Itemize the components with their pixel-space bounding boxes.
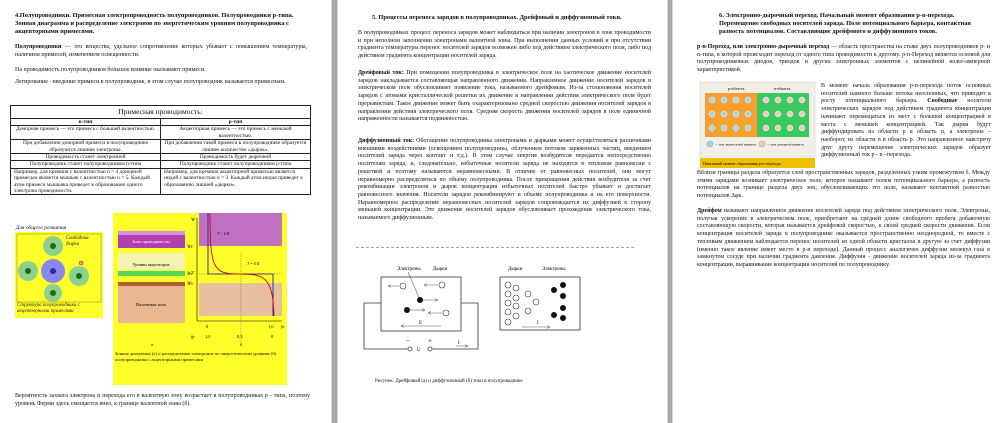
table-row bbox=[11, 168, 311, 195]
paragraph-pn-formation bbox=[821, 83, 991, 160]
paragraph-impurities: На проводимость полупроводников большое влияние оказывают примеси. bbox=[15, 67, 206, 73]
text: — это вещества, удельное сопротивление которых убывает с повышением температуры, наличием примесей, изменением освещенности. bbox=[15, 44, 307, 58]
cell: Полупроводник станет полупроводником n-типа bbox=[11, 161, 161, 168]
cell: Например, для кремния с валентностью n = 4 донорной примесью является мышьяк с валентностью n = 5. Каждый атом примеси мышьяка приведет к образованию одного электрона проводимости. bbox=[11, 168, 161, 195]
pn-junction-figure bbox=[700, 82, 815, 168]
current-label-a: I bbox=[458, 341, 460, 346]
page-1 bbox=[0, 0, 331, 423]
paragraph-diffusion bbox=[358, 138, 651, 223]
field-label: E bbox=[419, 321, 423, 326]
fig1-caption: Структура полупроводника с акцепторными примесями bbox=[17, 303, 80, 314]
divider bbox=[356, 247, 634, 248]
paragraph-fermi: Вероятность захвата электрона и перехода его в валентную зону возрастает в полупроводниках p - типа, поэтому уровень Ферми здесь смещается вниз, к границе валентной зоны (б). bbox=[15, 393, 310, 407]
tick-05: 0,5 bbox=[237, 334, 243, 339]
table-title: Примесная проводимость: bbox=[11, 106, 311, 119]
cell: При добавлении донорной примеси в полупроводнике образуются лишние электроны. bbox=[11, 140, 161, 154]
voltage-label: U bbox=[417, 348, 421, 353]
term: Диффузионный ток: bbox=[358, 138, 415, 144]
text: Обогащение полупроводника электронами и дырками может осуществляться различными внешними воздействиями (освещением полупроводника, облучением потоком заряженных частиц, введением носителей заряда через контакт и т.д.). В этом случае энергия возбудителя передается непосредственно носителям заряда, и, следовательно, избыточные носители заряда не находятся в тепловом равновесии с решеткой и поэтому называются неравновесными. В отличие от равновесных носителей, они могут неравномерно распределяться по объему полупроводника. После прекращения действия возбудителя за счет рекомбинации электронов и дырок концентрация избыточных носителей быстро убывает и достигает равновесного значения. Носители зарядов рекомбинируют в объеме полупроводника и на его поверхности. Неравномерное распределение неравновесных носителей зарядов сопровождается их диффузией в сторону меньшей концентрации. Это движение носителей зарядов обусловливает прохождение электрического тока, называемого диффузионным. bbox=[358, 138, 651, 222]
term: Дрейфом bbox=[697, 208, 722, 214]
t-zero-label: T = 0 K bbox=[247, 261, 260, 266]
term: Дрейфовый ток: bbox=[358, 70, 404, 76]
fn-label: fn bbox=[281, 324, 285, 329]
header-n: n-тип bbox=[11, 119, 161, 126]
paragraph-drift bbox=[358, 70, 651, 124]
text: При помещении полупроводника в электрическое поле на хаотическое движение носителей зарядов накладывается составляющая направленного движения. Направленное движение носителей зарядов в электрическом поле обусловливает появление тока, называемого дрейфовым. Из-за столкновения носителей зарядов с атомами кристаллической решетки их движение в направлении действия электрического поля будет прерывистым. Такое движение может быть охарактеризовано средней скоростью движения носителей зарядов в направлении действия электрического поля. Средняя скорость движения носителей зарядов в поле единичной напряженности называется подвижностью. bbox=[358, 70, 651, 123]
cell: Акцепторная примесь — это примесь с меньшей валентностью. bbox=[161, 126, 311, 140]
paragraph-pn-definition bbox=[697, 44, 990, 75]
plus-label: + bbox=[428, 337, 432, 345]
section-5-title: 5. Процессы переноса зарядов в полупроводниках. Дрейфовый и диффузионный токи. bbox=[372, 14, 622, 21]
wf-label: WF bbox=[187, 272, 195, 277]
cell: Например, для кремния акцепторной примесью является индий с валентностью n = 3. Каждый атом индия приведет к образованию лишней «дырки». bbox=[161, 168, 311, 195]
drift-diffusion-diagram bbox=[358, 255, 588, 353]
text: носители электрических зарядов под действием градиента концентрации начинают перемещаться из мест с большой концентрацией в места с меньшей концентрацией. Так дырки будут диффундировать из области p в область n, а электроны – наоборот, из области n в область p. Это направленное навстречу друг другу перемещение электрических зарядов образует диффузионный ток p - n –перехода. bbox=[821, 98, 992, 159]
wv-label: Wv bbox=[187, 282, 194, 287]
conduction-band-label: Зона проводимости bbox=[132, 239, 170, 244]
tick-1: 1,0 bbox=[268, 324, 274, 329]
term: Полупроводники bbox=[15, 44, 62, 50]
text: называют направленное движение носителей заряда под действием электрического поля. Электроны, получая ускорение в электрическом поле, приобретают на средней длине свободного пробега добавочную составляющую скорости, которая называется дрейфовой скоростью, к своей средней скорости движения. Если концентрация носителей заряда в полупроводнике оказывается пространственно неоднородной, то вместе с тепловым движением наблюдается перенос носителей из одной области кристалла в другую за счет диффузии (именно такое явление имеет место в p-n переходе). Данный процесс аналогичен диффузии молекул газа в замкнутом сосуде при наличии градиента давления. Диффузия - движение носителей заряда из-за градиента концентрации, выравнивание концентрации носителей по полупроводнику. bbox=[697, 208, 990, 268]
pn-figure-caption: Начальный момент образования p-n-перехода bbox=[703, 161, 781, 166]
table-row bbox=[11, 140, 311, 154]
table-row bbox=[11, 154, 311, 161]
paragraph-definition bbox=[15, 44, 307, 59]
fp-label: fp bbox=[191, 334, 195, 339]
acceptor-levels-label: Уровни акцепторов bbox=[132, 262, 170, 267]
current-label-b: I bbox=[537, 321, 539, 326]
fig1-title: Для общего развития bbox=[16, 225, 67, 231]
cell: Полупроводник станет полупроводником p-типа bbox=[161, 161, 311, 168]
acceptor-legend: — ион акцепторной примеси bbox=[715, 142, 756, 147]
electrons-label-a: Электроны bbox=[397, 267, 421, 272]
cell: Проводимость станет электронной bbox=[11, 154, 161, 161]
minus-label: − bbox=[406, 337, 410, 345]
paragraph-doping: Легирование - введение примеси в полупроводник, в этом случае полупроводник называется примесным. bbox=[15, 79, 286, 85]
page-2 bbox=[338, 0, 667, 423]
impurity-conductivity-table bbox=[10, 105, 311, 195]
valence-band-label: Валентная зона bbox=[136, 302, 166, 307]
holes-label-a: Дырки bbox=[433, 267, 448, 272]
tick-0: 0 bbox=[206, 324, 209, 329]
hole-label: Свободная дырка bbox=[66, 236, 89, 247]
term: Свободные bbox=[927, 98, 958, 105]
band-diagram-figure bbox=[113, 213, 287, 385]
w-axis-label: W bbox=[191, 218, 196, 223]
header-p: p-тип bbox=[161, 119, 311, 126]
fig2-caption: Зонная диаграмма (а) и распределение электронов по энергетическим уровням (б) полупроводника с акцепторными примесями bbox=[115, 351, 277, 362]
term: p-n-Переход, или электронно-дырочный переход bbox=[697, 44, 830, 50]
section-4-title: 4.Полупроводники. Примесная электропроводность полупроводников. Полупроводники p-типа. Зонная диаграмма и распределение электронов по энергетическим уровням полупроводника с акцепторными примесями. bbox=[15, 12, 294, 35]
figure-caption: Рисунок. Дрейфовый (а) и диффузионный (б) токи в полупроводнике bbox=[375, 379, 523, 384]
label-b: б bbox=[240, 342, 243, 347]
donor-legend: — ион донорной примеси bbox=[767, 142, 804, 147]
table-row bbox=[11, 126, 311, 140]
p-region-label: p-область bbox=[728, 86, 745, 91]
cell: Проводимость будет дырочной bbox=[161, 154, 311, 161]
wc-label: Wc bbox=[187, 245, 194, 250]
paragraph-barrier: Вблизи границы раздела образуется слой пространственных зарядов, разделенных узким промежутком δ. Между этими зарядами возникает электрическое поле, которое называют полем потенциального барьера, а разность потенциалов на границе раздела двух зон, обусловливающих это поле, называют контактной разностью потенциалов Δφк. bbox=[697, 170, 990, 200]
cell: При добавлении такой примеси в полупроводнике образуется лишнее количество «дырок». bbox=[161, 140, 311, 154]
cell: Донорная примесь — это примесь с большей валентностью. bbox=[11, 126, 161, 140]
holes-label-b: Дырки bbox=[508, 267, 523, 272]
text: В момент начала образования p-n-перехода поток основных носителей намного больше потока неосновных, что приводит к росту потенциального барьера. bbox=[821, 83, 991, 105]
section-6-title: 6. Электронно-дырочный переход. Начальный момент образования p-n-перехода. Перемещение свободных носителей заряда. Поле потенциального барьера, контактная разность потенциалов. Составляющие дрейфового и диффузионного токов. bbox=[719, 12, 971, 35]
page-gap bbox=[331, 0, 338, 423]
table-row bbox=[11, 161, 311, 168]
t-hot-label: T > 0 K bbox=[217, 231, 230, 236]
tick-0b: 0 bbox=[271, 334, 274, 339]
paragraph-transport: В полупроводниках процесс переноса зарядов может наблюдаться при наличии электронов в зоне проводимости и при неполном заполнении электронами валентной зоны. При выполнении данных условий и при отсутствии градиента температуры перенос носителей зарядов возможен либо под действием электрического поля, либо под действием градиента концентрации носителей заряда. bbox=[358, 30, 651, 60]
tick-1b: 1,0 bbox=[205, 334, 211, 339]
paragraph-drift-diffusion bbox=[697, 208, 990, 270]
electrons-label-b: Электроны bbox=[542, 267, 566, 272]
label-a: а bbox=[151, 342, 153, 347]
n-region-label: n-область bbox=[774, 86, 791, 91]
text: — область пространства на стыке двух полупроводников p- и n-типа, в которой происходит переход от одного типа проводимости к другому. p-n-Переход является основой для полупроводниковых диодов, триодов и других электронных элементов с нелинейной вольт-амперной характеристикой. bbox=[697, 44, 990, 74]
page-3 bbox=[673, 0, 1000, 423]
